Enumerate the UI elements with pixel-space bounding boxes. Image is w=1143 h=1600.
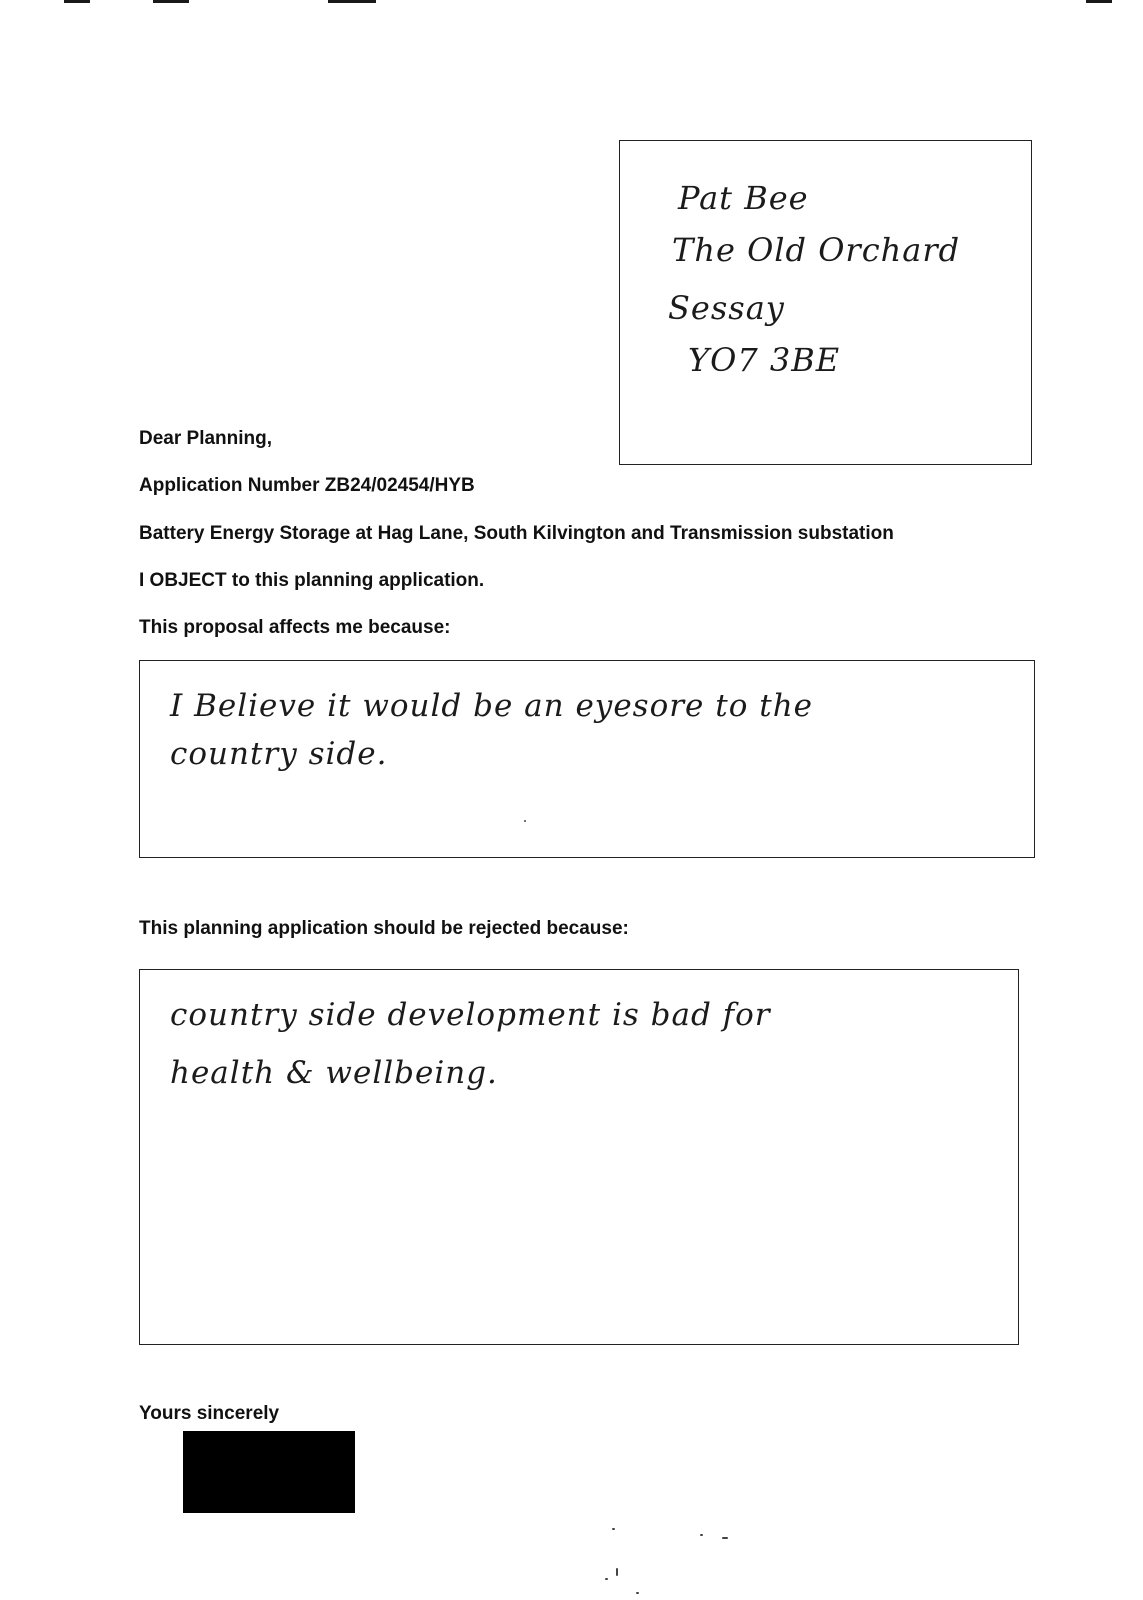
application-subject: Battery Energy Storage at Hag Lane, South Kilvington and Transmission substation	[139, 523, 894, 544]
sender-name: Pat Bee	[678, 179, 809, 217]
scan-speck	[605, 1578, 608, 1580]
affects-answer-box	[139, 660, 1035, 858]
affects-label: This proposal affects me because:	[139, 617, 451, 638]
scan-speck	[636, 1592, 639, 1594]
scan-mark	[1086, 0, 1112, 3]
objection-statement: I OBJECT to this planning application.	[139, 570, 485, 591]
sender-postcode: YO7 3BE	[688, 341, 841, 379]
scan-speck	[616, 1568, 618, 1576]
sender-village: Sessay	[668, 289, 785, 327]
scan-mark	[328, 0, 376, 3]
scan-mark	[153, 0, 189, 3]
salutation: Dear Planning,	[139, 428, 273, 449]
scan-mark	[64, 0, 90, 3]
application-number: Application Number ZB24/02454/HYB	[139, 475, 475, 496]
address-box	[619, 140, 1032, 465]
affects-answer-line: country side.	[170, 736, 388, 772]
scan-speck	[700, 1534, 703, 1536]
scan-speck	[524, 820, 526, 822]
affects-answer-line: I Believe it would be an eyesore to the	[170, 688, 814, 724]
sender-house: The Old Orchard	[672, 231, 961, 269]
scan-speck	[612, 1528, 615, 1530]
closing: Yours sincerely	[139, 1403, 280, 1424]
rejected-answer-line: country side development is bad for	[170, 997, 771, 1033]
rejected-answer-line: health & wellbeing.	[170, 1055, 498, 1091]
rejected-label: This planning application should be rejected because:	[139, 918, 629, 939]
redacted-signature	[183, 1431, 355, 1513]
rejected-answer-box	[139, 969, 1019, 1345]
scan-speck	[722, 1537, 728, 1539]
